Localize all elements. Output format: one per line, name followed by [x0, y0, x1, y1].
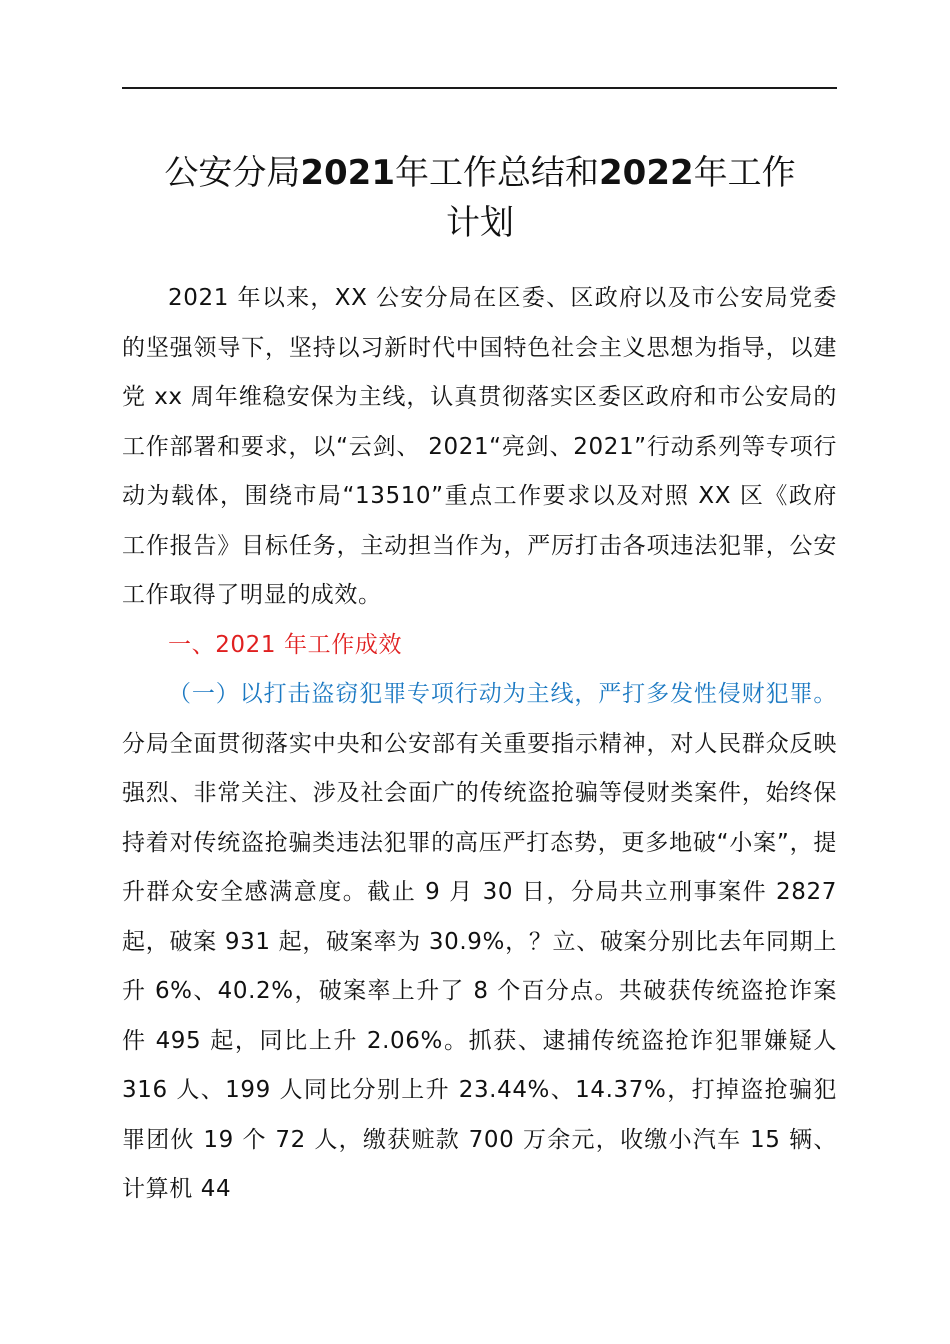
section-heading-achievements: 一、2021 年工作成效 [168, 631, 403, 658]
intro-paragraph: 2021 年以来，XX 公安分局在区委、区政府以及市公安局党委的坚强领导下，坚持以习新时代中国特色社会主义思想为指导，以建党 xx 周年维稳安保为主线，认真贯彻落实区委区政府和市公安局的工作部署和要求，以“云剑、 2021“亮剑、2021”行动系列等专项行动为载体，围绕市局“13510”重点工作要求以及对照 XX 区《政府工作报告》目标任务，主动担当作为，严厉打击各项违法犯罪，公安工作取得了明显的成效。 [122, 285, 837, 608]
title-year-2021: 2021 [300, 153, 395, 193]
document-body [122, 274, 837, 1215]
subsection-body: 分局全面贯彻落实中央和公安部有关重要指示精神，对人民群众反映强烈、非常关注、涉及社会面广的传统盗抢骗等侵财类案件，始终保持着对传统盗抢骗类违法犯罪的高压严打态势，更多地破“小案”，提升群众安全感满意度。截止 9 月 30 日，分局共立刑事案件 2827 起，破案 931 起，破案率为 30.9%，？立、破案分别比去年同期上升 6%、40.2%，破案率上升了 8 个百分点。共破获传统盗抢诈案件 495 起，同比上升 2.06%。抓获、逮捕传统盗抢诈犯罪嫌疑人 316 人、199 人同比分别上升 23.44%、14.37%，打掉盗抢骗犯罪团伙 19 个 72 人，缴获赃款 700 万余元，收缴小汽车 15 辆、计算机 44 [122, 730, 837, 1202]
header-rule [122, 87, 837, 89]
title-part2: 年工作总结和 [395, 153, 599, 193]
title-year-2022: 2022 [599, 153, 694, 193]
title-part1: 公安分局 [164, 153, 301, 193]
title-part3: 年工作 [693, 153, 796, 193]
document-title [110, 148, 850, 248]
title-line2: 计划 [446, 203, 514, 243]
subsection-heading-theft-crackdown: （一）以打击盗窃犯罪专项行动为主线，严打多发性侵财犯罪。 [168, 681, 837, 707]
subsection-paragraph [122, 670, 837, 1215]
